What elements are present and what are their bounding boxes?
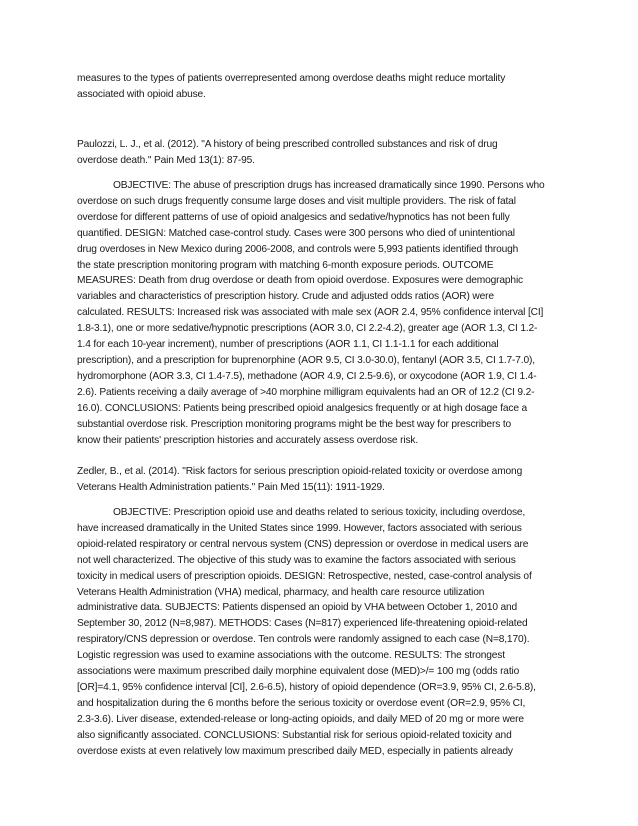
text-line: have increased dramatically in the United States since 1999. However, factors associated with serious xyxy=(77,522,522,534)
text-line: Veterans Health Administration (VHA) medical, pharmacy, and health care resource utilization xyxy=(77,586,485,598)
text-line: respiratory/CNS depression or overdose. Ten controls were randomly assigned to each case (N=8,170). xyxy=(77,634,530,646)
text-line: overdose on such drugs frequently consume large doses and visit multiple providers. The risk of fatal xyxy=(77,195,516,207)
text-line: prescription), and a prescription for buprenorphine (AOR 9.5, CI 3.0-30.0), fentanyl (AOR 3.5, CI 1.7-7.0), xyxy=(77,354,535,366)
text-line: overdose for different patterns of use of opioid analgesics and sedative/hypnotics has not been fully xyxy=(77,211,510,223)
citation-paulozzi xyxy=(77,137,561,169)
text-line: Paulozzi, L. J., et al. (2012). "A history of being prescribed controlled substances and risk of drug xyxy=(77,139,498,150)
abstract-paulozzi xyxy=(77,178,561,448)
text-line: the state prescription monitoring program with matching 6-month exposure periods. OUTCOME xyxy=(77,259,494,271)
text-line: 1.4 for each 10-year increment), number of prescriptions (AOR 1.1, CI 1.1-1.1 for each additional xyxy=(77,339,499,351)
text-line: variables and characteristics of prescription history. Crude and adjusted odds ratios (AOR) were xyxy=(77,291,494,303)
text-line: measures to the types of patients overrepresented among overdose deaths might reduce mortality xyxy=(77,73,506,84)
text-line: quantified. DESIGN: Matched case-control study. Cases were 300 persons who died of unintentional xyxy=(77,227,515,239)
text-line: overdose death." Pain Med 13(1): 87-95. xyxy=(77,154,255,166)
text-line: associated with opioid abuse. xyxy=(77,88,206,100)
text-line: also significantly associated. CONCLUSIONS: Substantial risk for serious opioid-related toxicity and xyxy=(77,729,512,741)
text-line: not well characterized. The objective of this study was to examine the factors associated with serious xyxy=(77,554,516,566)
continuation-paragraph xyxy=(77,71,561,103)
text-line: 2.6). Patients receiving a daily average of >40 morphine milligram equivalents had an OR of 12.2 (CI 9.2- xyxy=(77,386,535,398)
text-line: overdose exists at even relatively low maximum prescribed daily MED, especially in patients already xyxy=(77,745,513,757)
text-line: drug overdoses in New Mexico during 2006-2008, and controls were 5,993 patients identified through xyxy=(77,243,519,255)
text-line: calculated. RESULTS: Increased risk was associated with male sex (AOR 2.4, 95% confidence interval [CI] xyxy=(77,307,544,319)
text-line: September 30, 2012 (N=8,987). METHODS: Cases (N=817) experienced life-threatening opioid-related xyxy=(77,618,528,630)
text-line: [OR]=4.1, 95% confidence interval [CI], 2.6-6.5), history of opioid dependence (OR=3.9, 95% CI, 2.6-5.8), xyxy=(77,681,536,693)
text-line: 16.0). CONCLUSIONS: Patients being prescribed opioid analgesics frequently or at high dosage face a xyxy=(77,402,528,414)
text-line: toxicity in medical users of prescription opioids. DESIGN: Retrospective, nested, case-control analysis of xyxy=(77,570,532,582)
text-line: Veterans Health Administration patients." Pain Med 15(11): 1911-1929. xyxy=(77,481,385,493)
text-line: hydromorphone (AOR 3.3, CI 1.4-7.5), methadone (AOR 4.9, CI 2.5-9.6), or oxycodone (AOR 1.9, CI 1.4- xyxy=(77,370,537,382)
text-line: opioid-related respiratory or central nervous system (CNS) depression or overdose in medical users are xyxy=(77,538,529,550)
text-line: and hospitalization during the 6 months before the serious toxicity or overdose event (OR=2.9, 95% CI, xyxy=(77,697,526,709)
abstract-zedler xyxy=(77,505,561,760)
text-line: substantial overdose risk. Prescription monitoring programs might be the best way for prescribers to xyxy=(77,418,512,430)
text-line: 1.8-3.1), one or more sedative/hypnotic prescriptions (AOR 3.0, CI 2.2-4.2), greater age (AOR 1.3, CI 1.2- xyxy=(77,323,538,335)
text-line: OBJECTIVE: The abuse of prescription drugs has increased dramatically since 1990. Persons who xyxy=(113,180,545,191)
text-line: administrative data. SUBJECTS: Patients dispensed an opioid by VHA between October 1, 2010 and xyxy=(77,602,518,614)
text-line: know their patients' prescription histories and accurately assess overdose risk. xyxy=(77,434,419,446)
text-line: OBJECTIVE: Prescription opioid use and deaths related to serious toxicity, including overdose, xyxy=(113,507,526,518)
text-line: Logistic regression was used to examine associations with the outcome. RESULTS: The strongest xyxy=(77,650,505,662)
text-line: Zedler, B., et al. (2014). "Risk factors for serious prescription opioid-related toxicity or overdose among xyxy=(77,466,523,477)
text-line: associations were maximum prescribed daily morphine equivalent dose (MED)>/= 100 mg (odds ratio xyxy=(77,666,520,678)
citation-zedler xyxy=(77,464,561,496)
text-line: MEASURES: Death from drug overdose or death from opioid overdose. Exposures were demographic xyxy=(77,275,523,287)
text-line: 2.3-3.6). Liver disease, extended-release or long-acting opioids, and daily MED of 20 mg or more were xyxy=(77,713,524,725)
